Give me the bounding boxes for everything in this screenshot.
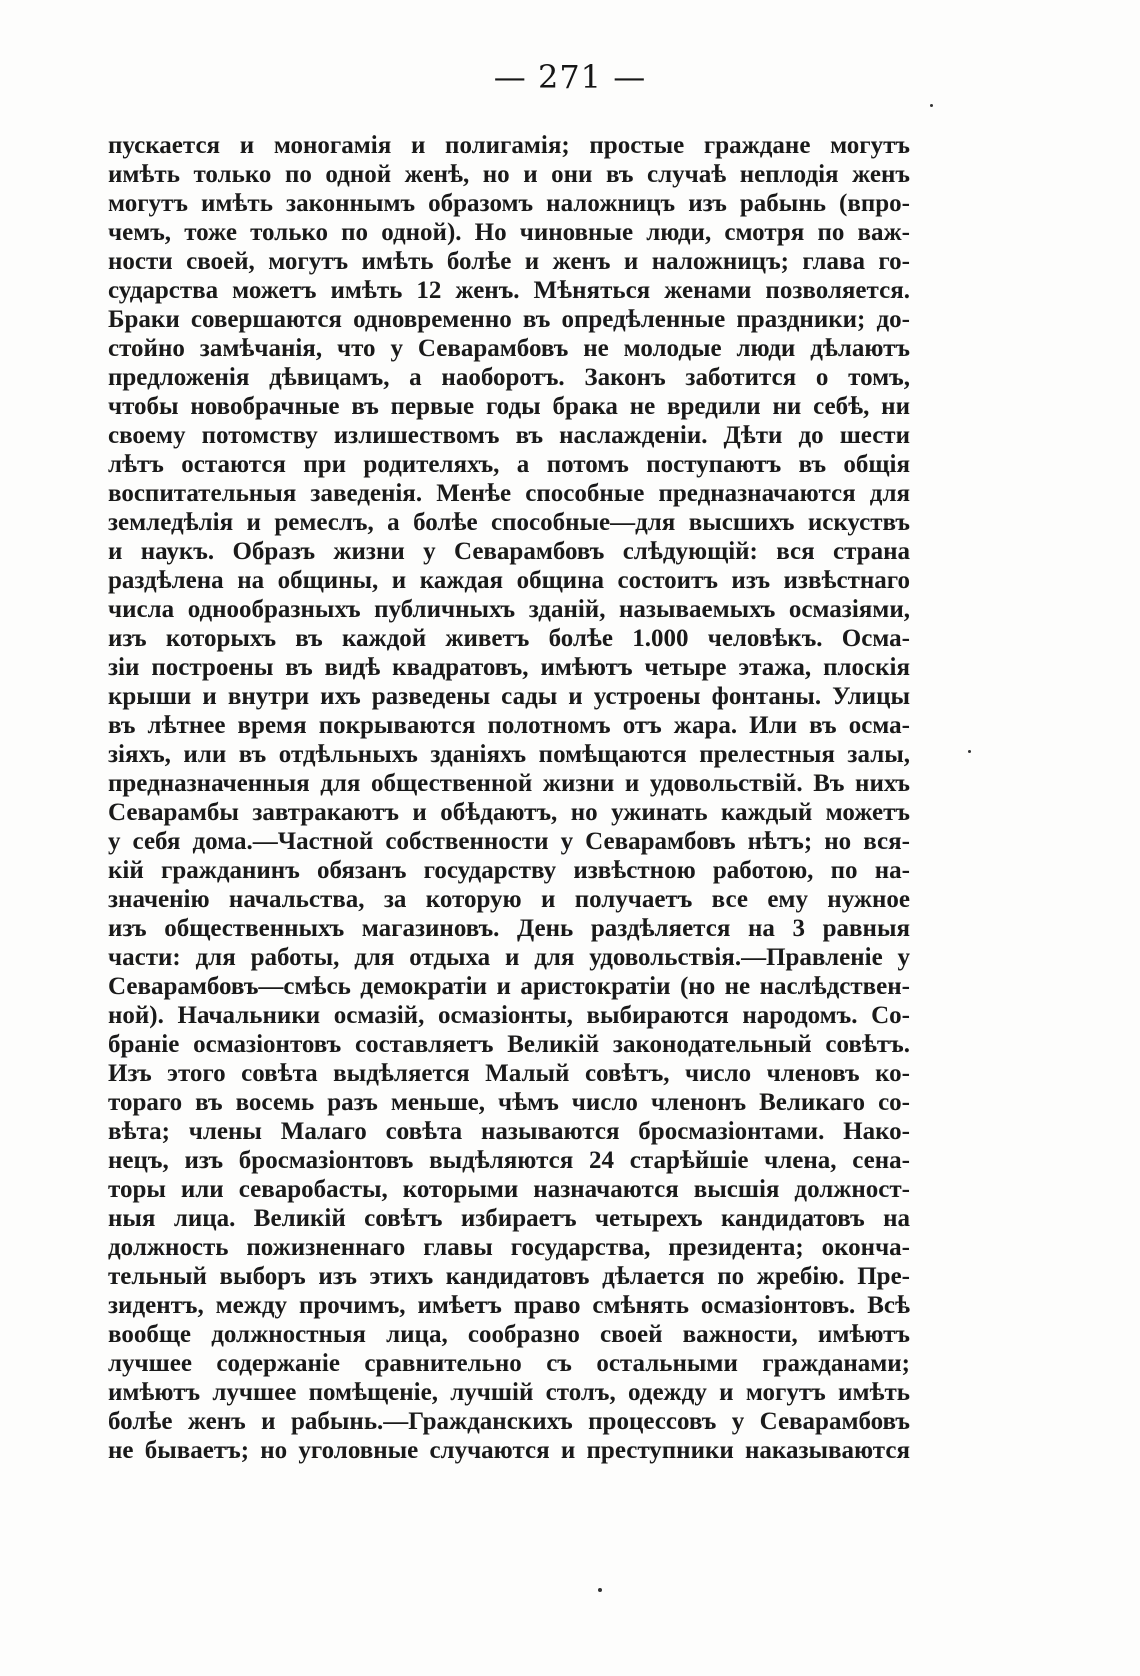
text-line: не бываетъ; но уголовные случаются и преступники наказываются	[108, 1437, 910, 1464]
text-line: воспитательныя заведенія. Менѣе способные предназначаются для	[108, 480, 910, 507]
text-line: крыши и внутри ихъ разведены сады и устроены фонтаны. Улицы	[108, 683, 910, 710]
text-line: у себя дома.—Частной собственности у Севарамбовъ нѣтъ; но вся-	[108, 828, 910, 855]
text-line: лѣтъ остаются при родителяхъ, а потомъ поступаютъ въ общія	[108, 451, 910, 478]
text-line: предназначенныя для общественной жизни и удовольствій. Въ нихъ	[108, 770, 910, 797]
text-line: Браки совершаются одновременно въ опредѣленные праздники; до-	[108, 306, 910, 333]
text-line: Севарамбы завтракаютъ и обѣдаютъ, но ужинать каждый можетъ	[108, 799, 910, 826]
text-line: зіи построены въ видѣ квадратовъ, имѣютъ четыре этажа, плоскія	[108, 654, 910, 681]
text-line: зидентъ, между прочимъ, имѣетъ право смѣнять осмазіонтовъ. Всѣ	[108, 1292, 910, 1319]
text-line: въ лѣтнее время покрываются полотномъ отъ жара. Или въ осма-	[108, 712, 910, 739]
text-line: раздѣлена на общины, и каждая община состоитъ изъ извѣстнаго	[108, 567, 910, 594]
text-line: изъ которыхъ въ каждой живетъ болѣе 1.000 человѣкъ. Осма-	[108, 625, 910, 652]
text-line: числа однообразныхъ публичныхъ зданій, называемыхъ осмазіями,	[108, 596, 910, 623]
text-line: чтобы новобрачные въ первые годы брака не вредили ни себѣ, ни	[108, 393, 910, 420]
scan-speck	[968, 750, 971, 753]
text-line: тельный выборъ изъ этихъ кандидатовъ дѣлается по жребію. Пре-	[108, 1263, 910, 1290]
text-line: сударства можетъ имѣть 12 женъ. Мѣняться женами позволяется.	[108, 277, 910, 304]
text-line: предложенія дѣвицамъ, а наоборотъ. Законъ заботится о томъ,	[108, 364, 910, 391]
text-line: должность пожизненнаго главы государства, президента; оконча-	[108, 1234, 910, 1261]
text-line: Изъ этого совѣта выдѣляется Малый совѣтъ, число членовъ ко-	[108, 1060, 910, 1087]
body-text	[108, 131, 910, 1465]
text-line: могутъ имѣть законнымъ образомъ наложницъ изъ рабынь (впро-	[108, 190, 910, 217]
text-line: кій гражданинъ обязанъ государству извѣстною работою, по на-	[108, 857, 910, 884]
text-line: лучшее содержаніе сравнительно съ остальными гражданами;	[108, 1350, 910, 1377]
text-line: имѣть только по одной женѣ, но и они въ случаѣ неплодія женъ	[108, 161, 910, 188]
text-line: чемъ, тоже только по одной). Но чиновные люди, смотря по важ-	[108, 219, 910, 246]
text-line: ности своей, могутъ имѣть болѣе и женъ и наложницъ; глава го-	[108, 248, 910, 275]
text-line: значенію начальства, за которую и получаетъ все ему нужное	[108, 886, 910, 913]
text-line: вѣта; члены Малаго совѣта называются бросмазіонтами. Нако-	[108, 1118, 910, 1145]
text-line: зіяхъ, или въ отдѣльныхъ зданіяхъ помѣщаются прелестныя залы,	[108, 741, 910, 768]
text-line: вообще должностныя лица, сообразно своей важности, имѣютъ	[108, 1321, 910, 1348]
text-line: нецъ, изъ бросмазіонтовъ выдѣляются 24 старѣйшіе члена, сена-	[108, 1147, 910, 1174]
text-line: имѣютъ лучшее помѣщеніе, лучшій столъ, одежду и могутъ имѣть	[108, 1379, 910, 1406]
text-line: изъ общественныхъ магазиновъ. День раздѣляется на 3 равныя	[108, 915, 910, 942]
text-line: торы или севаробасты, которыми назначаются высшія должност-	[108, 1176, 910, 1203]
text-line: браніе осмазіонтовъ составляетъ Великій законодательный совѣтъ.	[108, 1031, 910, 1058]
text-line: земледѣлія и ремеслъ, а болѣе способные—для высшихъ искуствъ	[108, 509, 910, 536]
text-line: своему потомству излишествомъ въ наслажденіи. Дѣти до шести	[108, 422, 910, 449]
text-line: части: для работы, для отдыха и для удовольствія.—Правленіе у	[108, 944, 910, 971]
text-line: болѣе женъ и рабынь.—Гражданскихъ процессовъ у Севарамбовъ	[108, 1408, 910, 1435]
text-line: и наукъ. Образъ жизни у Севарамбовъ слѣдующій: вся страна	[108, 538, 910, 565]
text-line: пускается и моногамія и полигамія; простые граждане могутъ	[108, 132, 910, 159]
scan-speck	[930, 104, 933, 107]
text-line: ной). Начальники осмазій, осмазіонты, выбираются народомъ. Со-	[108, 1002, 910, 1029]
text-line: стойно замѣчанія, что у Севарамбовъ не молодые люди дѣлаютъ	[108, 335, 910, 362]
text-line: Севарамбовъ—смѣсь демократіи и аристократіи (но не наслѣдствен-	[108, 973, 910, 1000]
text-line: тораго въ восемь разъ меньше, чѣмъ число членонъ Великаго со-	[108, 1089, 910, 1116]
scan-speck	[598, 1588, 602, 1592]
page-number: — 271 —	[493, 58, 647, 96]
text-line: ныя лица. Великій совѣтъ избираетъ четырехъ кандидатовъ на	[108, 1205, 910, 1232]
